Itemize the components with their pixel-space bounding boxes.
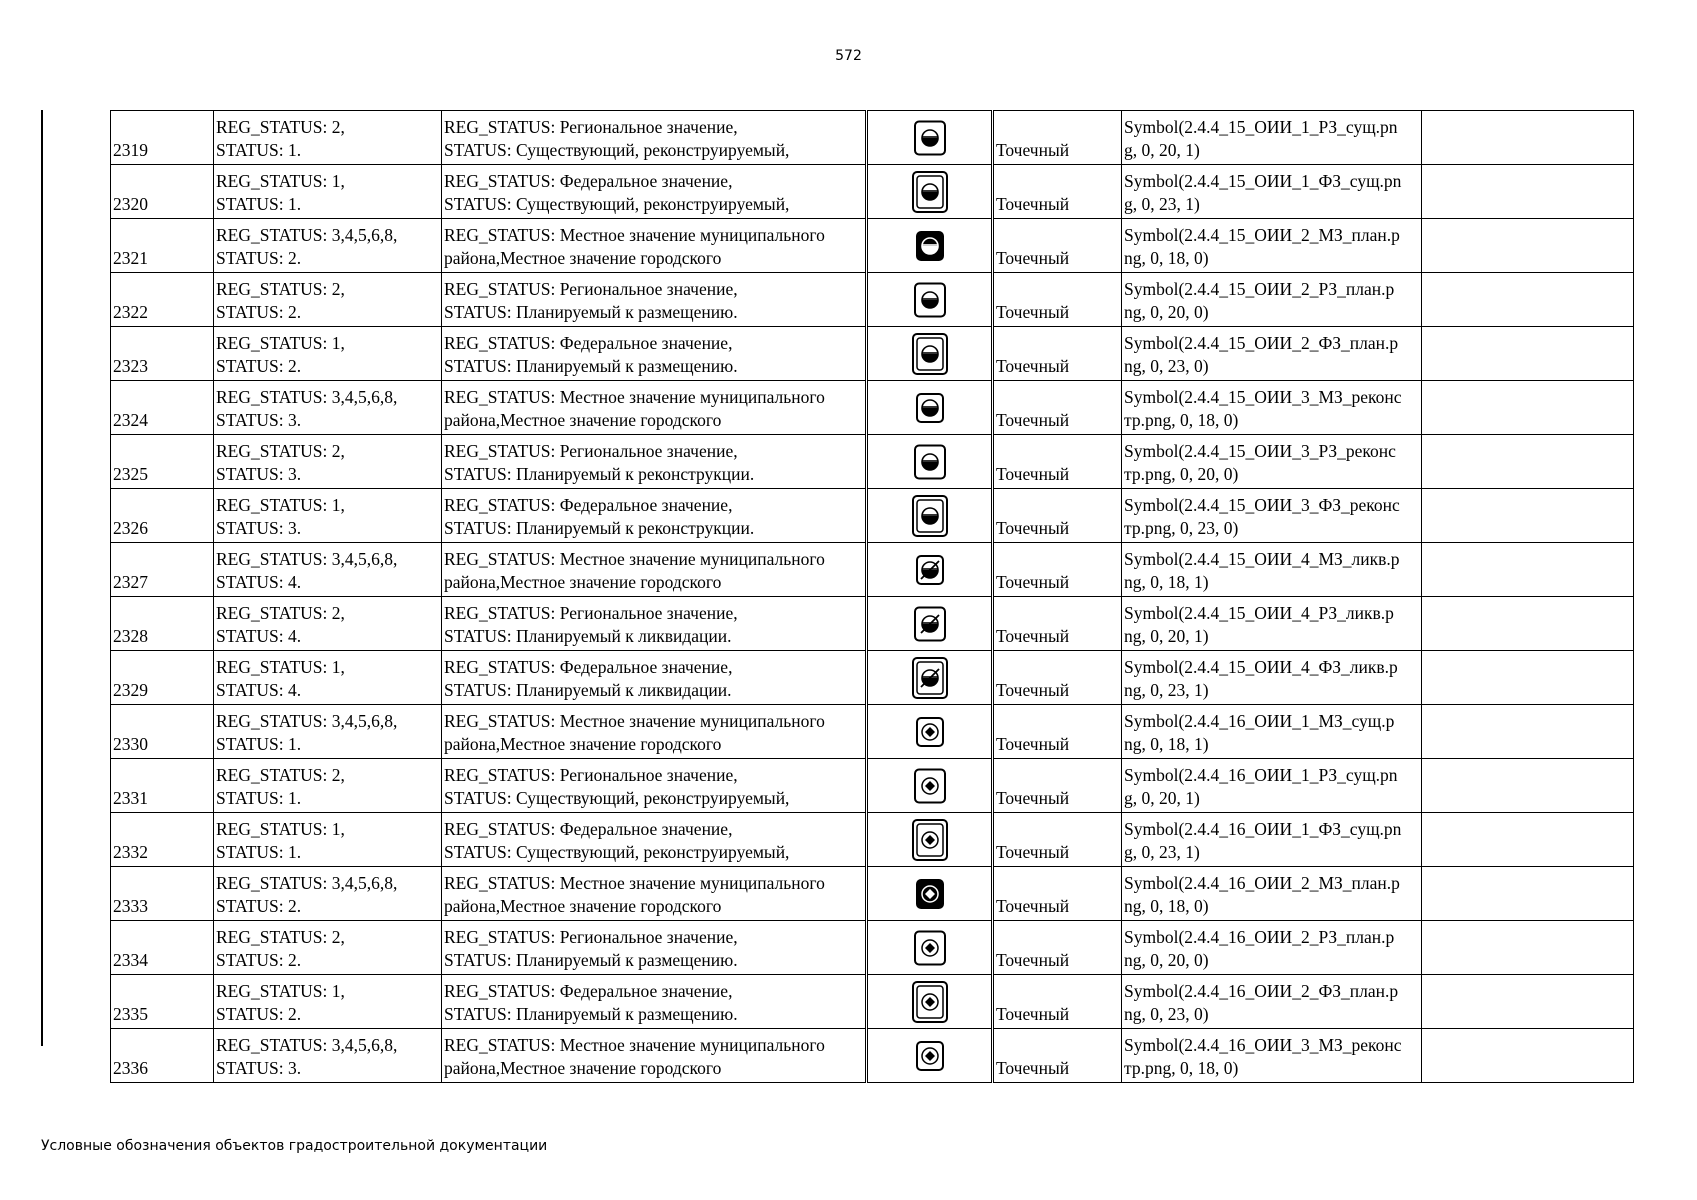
description-line-2: STATUS: Существующий, реконструируемый, xyxy=(444,842,790,862)
description-line-2: STATUS: Существующий, реконструируемый, xyxy=(444,788,790,808)
row-number: 2327 xyxy=(111,543,214,597)
symbol-spec-line-2: тр.png, 0, 20, 0) xyxy=(1124,464,1239,484)
symbol-spec-cell xyxy=(1122,435,1422,489)
symbol-spec-line-1: Symbol(2.4.4_15_ОИИ_4_ФЗ_ликв.p xyxy=(1124,657,1398,677)
status-code-cell xyxy=(214,597,442,651)
description-line-2: района,Местное значение городского xyxy=(444,734,722,754)
symbol-preview-cell xyxy=(867,219,993,273)
symbol-spec-line-1: Symbol(2.4.4_15_ОИИ_2_РЗ_план.p xyxy=(1124,279,1395,299)
empty-cell xyxy=(1422,381,1634,435)
empty-cell xyxy=(1422,165,1634,219)
symbol-preview-cell xyxy=(867,435,993,489)
symbol-spec-line-1: Symbol(2.4.4_16_ОИИ_2_ФЗ_план.p xyxy=(1124,981,1399,1001)
description-line-2: STATUS: Планируемый к ликвидации. xyxy=(444,680,732,700)
symbol-spec-cell xyxy=(1122,165,1422,219)
table-row xyxy=(111,273,1634,327)
symbol-spec-cell xyxy=(1122,1029,1422,1083)
status-code: STATUS: 3. xyxy=(216,410,302,430)
symbol-spec-line-2: тр.png, 0, 18, 0) xyxy=(1124,410,1239,430)
table-row xyxy=(111,597,1634,651)
status-code-cell xyxy=(214,543,442,597)
empty-cell xyxy=(1422,489,1634,543)
symbol-spec-cell xyxy=(1122,651,1422,705)
half-circle-icon xyxy=(868,386,991,430)
symbol-spec-line-2: ng, 0, 18, 1) xyxy=(1124,734,1209,754)
geometry-type: Точечный xyxy=(993,1029,1122,1083)
status-code-cell xyxy=(214,165,442,219)
description-line-1: REG_STATUS: Местное значение муниципального xyxy=(444,711,825,731)
description-line-1: REG_STATUS: Федеральное значение, xyxy=(444,495,733,515)
symbol-spec-cell xyxy=(1122,327,1422,381)
diamond-icon xyxy=(868,818,991,862)
description-line-2: района,Местное значение городского xyxy=(444,896,722,916)
description-line-1: REG_STATUS: Региональное значение, xyxy=(444,279,738,299)
description-line-1: REG_STATUS: Федеральное значение, xyxy=(444,819,733,839)
half-circle-icon xyxy=(868,278,991,322)
diamond-icon xyxy=(868,872,991,916)
description-cell xyxy=(442,165,867,219)
symbol-spec-line-1: Symbol(2.4.4_16_ОИИ_2_МЗ_план.p xyxy=(1124,873,1400,893)
half-circle-icon xyxy=(868,170,991,214)
symbol-preview-cell xyxy=(867,543,993,597)
geometry-type: Точечный xyxy=(993,489,1122,543)
description-line-2: STATUS: Планируемый к размещению. xyxy=(444,302,738,322)
description-line-1: REG_STATUS: Местное значение муниципального xyxy=(444,225,825,245)
geometry-type: Точечный xyxy=(993,759,1122,813)
status-code: STATUS: 1. xyxy=(216,140,302,160)
symbol-spec-line-1: Symbol(2.4.4_15_ОИИ_3_РЗ_реконс xyxy=(1124,441,1396,461)
description-cell xyxy=(442,489,867,543)
crossed-half-circle-icon xyxy=(868,548,991,592)
half-circle-icon xyxy=(868,440,991,484)
status-code-cell xyxy=(214,219,442,273)
description-line-1: REG_STATUS: Федеральное значение, xyxy=(444,981,733,1001)
symbol-spec-line-1: Symbol(2.4.4_15_ОИИ_4_МЗ_ликв.p xyxy=(1124,549,1400,569)
table-row xyxy=(111,111,1634,165)
table-row xyxy=(111,489,1634,543)
symbol-spec-cell xyxy=(1122,759,1422,813)
reg-status-code: REG_STATUS: 1, xyxy=(216,657,345,677)
symbol-spec-line-1: Symbol(2.4.4_16_ОИИ_1_ФЗ_сущ.pn xyxy=(1124,819,1402,839)
empty-cell xyxy=(1422,543,1634,597)
description-cell xyxy=(442,975,867,1029)
status-code-cell xyxy=(214,651,442,705)
symbol-spec-line-2: ng, 0, 23, 1) xyxy=(1124,680,1209,700)
description-line-2: района,Местное значение городского xyxy=(444,1058,722,1078)
status-code-cell xyxy=(214,867,442,921)
table-row xyxy=(111,165,1634,219)
status-code: STATUS: 2. xyxy=(216,896,302,916)
description-line-2: STATUS: Существующий, реконструируемый, xyxy=(444,140,790,160)
reg-status-code: REG_STATUS: 3,4,5,6,8, xyxy=(216,549,398,569)
diamond-icon xyxy=(868,1034,991,1078)
reg-status-code: REG_STATUS: 1, xyxy=(216,171,345,191)
crossed-half-circle-icon xyxy=(868,656,991,700)
status-code: STATUS: 1. xyxy=(216,788,302,808)
status-code-cell xyxy=(214,111,442,165)
left-margin-rule xyxy=(41,110,43,1046)
status-code-cell xyxy=(214,759,442,813)
symbol-spec-line-2: g, 0, 23, 1) xyxy=(1124,194,1200,214)
symbol-spec-cell xyxy=(1122,975,1422,1029)
table-row xyxy=(111,813,1634,867)
row-number: 2328 xyxy=(111,597,214,651)
symbol-preview-cell xyxy=(867,273,993,327)
status-code: STATUS: 2. xyxy=(216,356,302,376)
description-line-1: REG_STATUS: Федеральное значение, xyxy=(444,657,733,677)
table-row xyxy=(111,975,1634,1029)
status-code-cell xyxy=(214,813,442,867)
symbol-preview-cell xyxy=(867,921,993,975)
empty-cell xyxy=(1422,813,1634,867)
reg-status-code: REG_STATUS: 2, xyxy=(216,603,345,623)
description-cell xyxy=(442,705,867,759)
reg-status-code: REG_STATUS: 2, xyxy=(216,441,345,461)
diamond-icon xyxy=(868,764,991,808)
half-circle-icon xyxy=(868,332,991,376)
geometry-type: Точечный xyxy=(993,381,1122,435)
symbol-spec-line-1: Symbol(2.4.4_15_ОИИ_4_РЗ_ликв.p xyxy=(1124,603,1394,623)
description-line-1: REG_STATUS: Региональное значение, xyxy=(444,117,738,137)
symbol-spec-line-2: ng, 0, 20, 0) xyxy=(1124,302,1209,322)
status-code: STATUS: 2. xyxy=(216,302,302,322)
status-code: STATUS: 4. xyxy=(216,572,302,592)
symbol-spec-line-2: ng, 0, 20, 0) xyxy=(1124,950,1209,970)
row-number: 2334 xyxy=(111,921,214,975)
description-line-2: STATUS: Планируемый к ликвидации. xyxy=(444,626,732,646)
symbol-spec-cell xyxy=(1122,867,1422,921)
description-line-2: STATUS: Планируемый к реконструкции. xyxy=(444,464,755,484)
table-row xyxy=(111,381,1634,435)
description-cell xyxy=(442,543,867,597)
symbol-preview-cell xyxy=(867,327,993,381)
description-cell xyxy=(442,651,867,705)
reg-status-code: REG_STATUS: 3,4,5,6,8, xyxy=(216,711,398,731)
reg-status-code: REG_STATUS: 3,4,5,6,8, xyxy=(216,225,398,245)
status-code-cell xyxy=(214,489,442,543)
geometry-type: Точечный xyxy=(993,543,1122,597)
half-circle-icon xyxy=(868,116,991,160)
geometry-type: Точечный xyxy=(993,867,1122,921)
reg-status-code: REG_STATUS: 2, xyxy=(216,927,345,947)
empty-cell xyxy=(1422,921,1634,975)
description-line-2: STATUS: Планируемый к размещению. xyxy=(444,950,738,970)
symbol-preview-cell xyxy=(867,597,993,651)
table-row xyxy=(111,759,1634,813)
symbol-spec-line-2: g, 0, 20, 1) xyxy=(1124,788,1200,808)
empty-cell xyxy=(1422,219,1634,273)
symbol-spec-cell xyxy=(1122,111,1422,165)
symbol-spec-line-1: Symbol(2.4.4_15_ОИИ_1_ФЗ_сущ.pn xyxy=(1124,171,1402,191)
empty-cell xyxy=(1422,597,1634,651)
symbol-spec-cell xyxy=(1122,219,1422,273)
description-cell xyxy=(442,1029,867,1083)
row-number: 2322 xyxy=(111,273,214,327)
status-code: STATUS: 3. xyxy=(216,1058,302,1078)
symbol-spec-line-2: тр.png, 0, 23, 0) xyxy=(1124,518,1239,538)
description-cell xyxy=(442,597,867,651)
reg-status-code: REG_STATUS: 2, xyxy=(216,117,345,137)
symbol-spec-cell xyxy=(1122,273,1422,327)
symbol-preview-cell xyxy=(867,651,993,705)
symbol-preview-cell xyxy=(867,813,993,867)
symbol-preview-cell xyxy=(867,867,993,921)
diamond-icon xyxy=(868,710,991,754)
empty-cell xyxy=(1422,435,1634,489)
symbol-preview-cell xyxy=(867,381,993,435)
description-cell xyxy=(442,435,867,489)
symbol-spec-line-1: Symbol(2.4.4_15_ОИИ_2_ФЗ_план.p xyxy=(1124,333,1399,353)
geometry-type: Точечный xyxy=(993,651,1122,705)
status-code: STATUS: 4. xyxy=(216,626,302,646)
description-line-1: REG_STATUS: Местное значение муниципального xyxy=(444,387,825,407)
symbol-spec-line-2: ng, 0, 23, 0) xyxy=(1124,356,1209,376)
status-code-cell xyxy=(214,327,442,381)
status-code: STATUS: 1. xyxy=(216,842,302,862)
symbol-preview-cell xyxy=(867,1029,993,1083)
table-row xyxy=(111,1029,1634,1083)
table-row xyxy=(111,435,1634,489)
row-number: 2321 xyxy=(111,219,214,273)
status-code: STATUS: 2. xyxy=(216,1004,302,1024)
description-cell xyxy=(442,921,867,975)
empty-cell xyxy=(1422,327,1634,381)
reg-status-code: REG_STATUS: 3,4,5,6,8, xyxy=(216,387,398,407)
geometry-type: Точечный xyxy=(993,705,1122,759)
status-code-cell xyxy=(214,381,442,435)
half-circle-icon xyxy=(868,224,991,268)
empty-cell xyxy=(1422,651,1634,705)
reg-status-code: REG_STATUS: 1, xyxy=(216,819,345,839)
symbol-spec-line-1: Symbol(2.4.4_15_ОИИ_1_РЗ_сущ.pn xyxy=(1124,117,1398,137)
row-number: 2335 xyxy=(111,975,214,1029)
symbol-preview-cell xyxy=(867,705,993,759)
description-line-2: STATUS: Планируемый к реконструкции. xyxy=(444,518,755,538)
symbol-spec-line-1: Symbol(2.4.4_15_ОИИ_2_МЗ_план.p xyxy=(1124,225,1400,245)
symbol-spec-line-1: Symbol(2.4.4_16_ОИИ_1_МЗ_сущ.p xyxy=(1124,711,1395,731)
status-code-cell xyxy=(214,1029,442,1083)
row-number: 2333 xyxy=(111,867,214,921)
status-code-cell xyxy=(214,975,442,1029)
symbol-preview-cell xyxy=(867,759,993,813)
symbol-spec-line-1: Symbol(2.4.4_15_ОИИ_3_ФЗ_реконс xyxy=(1124,495,1400,515)
status-code-cell xyxy=(214,435,442,489)
diamond-icon xyxy=(868,980,991,1024)
status-code: STATUS: 1. xyxy=(216,194,302,214)
empty-cell xyxy=(1422,705,1634,759)
geometry-type: Точечный xyxy=(993,597,1122,651)
geometry-type: Точечный xyxy=(993,813,1122,867)
symbol-spec-line-2: ng, 0, 23, 0) xyxy=(1124,1004,1209,1024)
reg-status-code: REG_STATUS: 3,4,5,6,8, xyxy=(216,873,398,893)
geometry-type: Точечный xyxy=(993,111,1122,165)
status-code-cell xyxy=(214,921,442,975)
row-number: 2319 xyxy=(111,111,214,165)
symbol-spec-cell xyxy=(1122,543,1422,597)
symbol-spec-line-2: ng, 0, 20, 1) xyxy=(1124,626,1209,646)
geometry-type: Точечный xyxy=(993,921,1122,975)
status-code: STATUS: 3. xyxy=(216,518,302,538)
reg-status-code: REG_STATUS: 1, xyxy=(216,981,345,1001)
row-number: 2330 xyxy=(111,705,214,759)
status-code: STATUS: 2. xyxy=(216,248,302,268)
half-circle-icon xyxy=(868,494,991,538)
description-line-2: района,Местное значение городского xyxy=(444,572,722,592)
table-row xyxy=(111,651,1634,705)
description-cell xyxy=(442,327,867,381)
description-cell xyxy=(442,219,867,273)
description-cell xyxy=(442,759,867,813)
symbol-spec-line-2: g, 0, 23, 1) xyxy=(1124,842,1200,862)
status-code-cell xyxy=(214,705,442,759)
symbol-spec-cell xyxy=(1122,597,1422,651)
symbol-spec-cell xyxy=(1122,921,1422,975)
symbol-spec-line-2: тр.png, 0, 18, 0) xyxy=(1124,1058,1239,1078)
symbol-preview-cell xyxy=(867,111,993,165)
description-line-1: REG_STATUS: Федеральное значение, xyxy=(444,333,733,353)
symbol-spec-cell xyxy=(1122,489,1422,543)
description-line-1: REG_STATUS: Региональное значение, xyxy=(444,927,738,947)
description-line-2: STATUS: Планируемый к размещению. xyxy=(444,1004,738,1024)
geometry-type: Точечный xyxy=(993,219,1122,273)
description-cell xyxy=(442,381,867,435)
row-number: 2336 xyxy=(111,1029,214,1083)
symbols-table xyxy=(110,110,1634,1083)
description-line-1: REG_STATUS: Местное значение муниципального xyxy=(444,1035,825,1055)
description-cell xyxy=(442,867,867,921)
symbol-spec-line-2: ng, 0, 18, 1) xyxy=(1124,572,1209,592)
description-cell xyxy=(442,813,867,867)
geometry-type: Точечный xyxy=(993,165,1122,219)
description-cell xyxy=(442,111,867,165)
geometry-type: Точечный xyxy=(993,273,1122,327)
description-line-1: REG_STATUS: Региональное значение, xyxy=(444,765,738,785)
description-line-1: REG_STATUS: Федеральное значение, xyxy=(444,171,733,191)
row-number: 2326 xyxy=(111,489,214,543)
description-line-1: REG_STATUS: Региональное значение, xyxy=(444,603,738,623)
description-cell xyxy=(442,273,867,327)
row-number: 2324 xyxy=(111,381,214,435)
table-row xyxy=(111,705,1634,759)
row-number: 2323 xyxy=(111,327,214,381)
symbol-spec-line-1: Symbol(2.4.4_16_ОИИ_3_МЗ_реконс xyxy=(1124,1035,1402,1055)
empty-cell xyxy=(1422,1029,1634,1083)
description-line-2: района,Местное значение городского xyxy=(444,410,722,430)
symbol-spec-line-1: Symbol(2.4.4_15_ОИИ_3_МЗ_реконс xyxy=(1124,387,1402,407)
geometry-type: Точечный xyxy=(993,975,1122,1029)
reg-status-code: REG_STATUS: 1, xyxy=(216,495,345,515)
status-code: STATUS: 3. xyxy=(216,464,302,484)
symbol-spec-line-1: Symbol(2.4.4_16_ОИИ_2_РЗ_план.p xyxy=(1124,927,1395,947)
page-number: 572 xyxy=(835,48,862,64)
row-number: 2329 xyxy=(111,651,214,705)
symbol-spec-cell xyxy=(1122,381,1422,435)
description-line-2: STATUS: Планируемый к размещению. xyxy=(444,356,738,376)
row-number: 2325 xyxy=(111,435,214,489)
symbol-spec-line-2: ng, 0, 18, 0) xyxy=(1124,248,1209,268)
empty-cell xyxy=(1422,867,1634,921)
empty-cell xyxy=(1422,273,1634,327)
table-row xyxy=(111,867,1634,921)
table-row xyxy=(111,921,1634,975)
geometry-type: Точечный xyxy=(993,327,1122,381)
status-code: STATUS: 1. xyxy=(216,734,302,754)
description-line-1: REG_STATUS: Региональное значение, xyxy=(444,441,738,461)
empty-cell xyxy=(1422,759,1634,813)
symbols-table-body xyxy=(111,111,1634,1083)
description-line-1: REG_STATUS: Местное значение муниципального xyxy=(444,549,825,569)
table-row xyxy=(111,219,1634,273)
empty-cell xyxy=(1422,111,1634,165)
page-footer: Условные обозначения объектов градостроительной документации xyxy=(41,1138,548,1154)
description-line-2: STATUS: Существующий, реконструируемый, xyxy=(444,194,790,214)
description-line-2: района,Местное значение городского xyxy=(444,248,722,268)
reg-status-code: REG_STATUS: 1, xyxy=(216,333,345,353)
empty-cell xyxy=(1422,975,1634,1029)
symbol-preview-cell xyxy=(867,165,993,219)
reg-status-code: REG_STATUS: 2, xyxy=(216,765,345,785)
table-row xyxy=(111,327,1634,381)
row-number: 2320 xyxy=(111,165,214,219)
row-number: 2332 xyxy=(111,813,214,867)
symbol-spec-line-1: Symbol(2.4.4_16_ОИИ_1_РЗ_сущ.pn xyxy=(1124,765,1398,785)
symbol-preview-cell xyxy=(867,975,993,1029)
status-code: STATUS: 4. xyxy=(216,680,302,700)
row-number: 2331 xyxy=(111,759,214,813)
geometry-type: Точечный xyxy=(993,435,1122,489)
reg-status-code: REG_STATUS: 2, xyxy=(216,279,345,299)
table-row xyxy=(111,543,1634,597)
symbol-preview-cell xyxy=(867,489,993,543)
status-code: STATUS: 2. xyxy=(216,950,302,970)
description-line-1: REG_STATUS: Местное значение муниципального xyxy=(444,873,825,893)
symbol-spec-cell xyxy=(1122,705,1422,759)
symbol-spec-cell xyxy=(1122,813,1422,867)
reg-status-code: REG_STATUS: 3,4,5,6,8, xyxy=(216,1035,398,1055)
symbol-spec-line-2: g, 0, 20, 1) xyxy=(1124,140,1200,160)
status-code-cell xyxy=(214,273,442,327)
diamond-icon xyxy=(868,926,991,970)
symbol-spec-line-2: ng, 0, 18, 0) xyxy=(1124,896,1209,916)
crossed-half-circle-icon xyxy=(868,602,991,646)
